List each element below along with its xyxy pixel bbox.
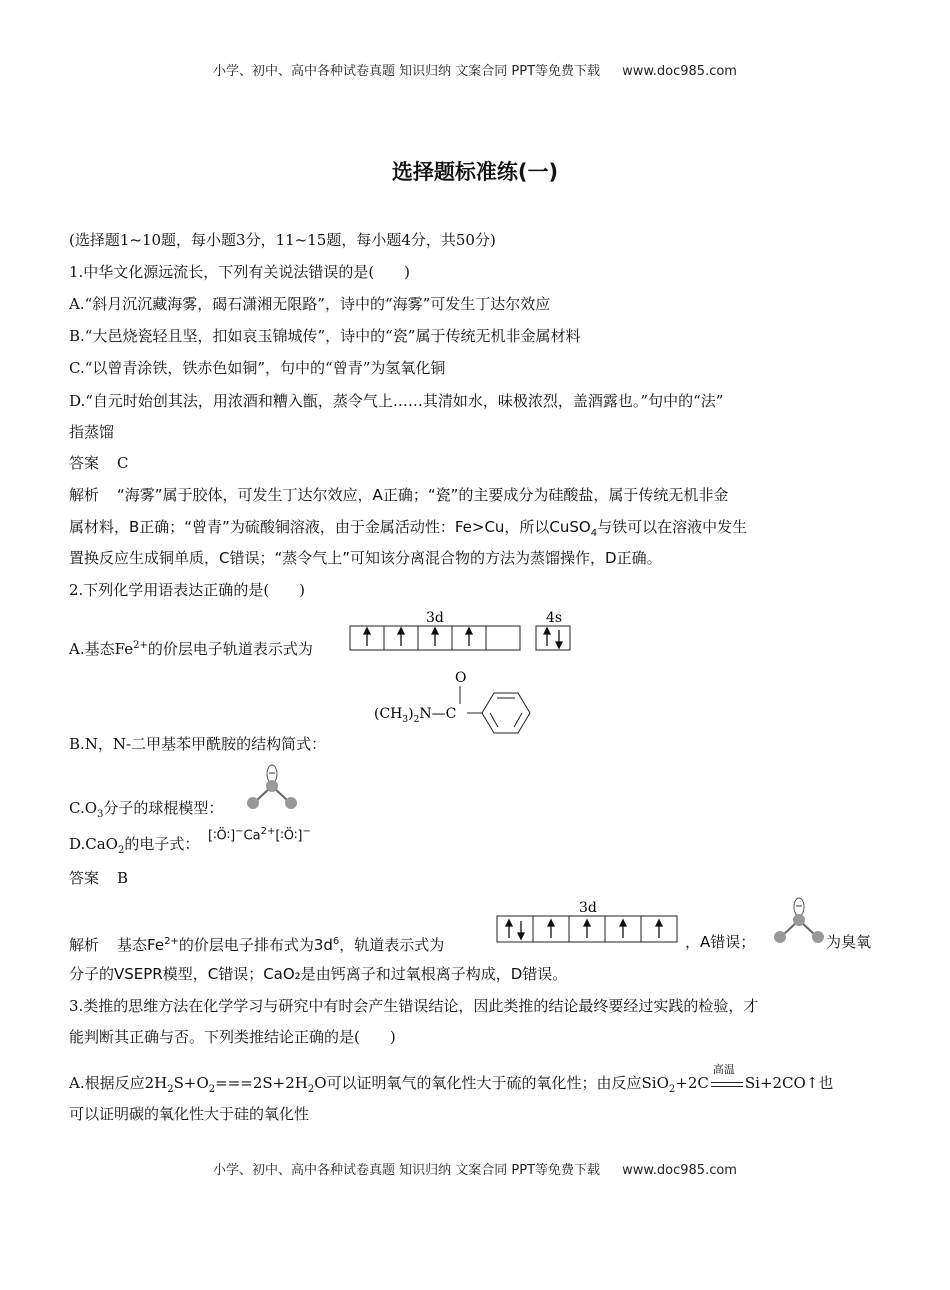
q2-ana-c: ，轨道表示式为 [339, 936, 445, 954]
analysis-label: 解析 [69, 486, 100, 504]
q2-option-a: A.基态$Fe^{2+}$的价层电子轨道表示式为 [69, 640, 313, 658]
q3-option-a-line1: A.根据反应$2H_2S+O_2===2S+2H_2O$可以证明氧气的氧化性大于硫的氧化性；由反应SiO$_2$+2C 高温 Si+2CO↑也 [69, 1073, 833, 1100]
header-site[interactable]: www.doc985.com [622, 64, 737, 79]
q2-a-pre: A.基态Fe [69, 640, 134, 658]
q2-option-c: $C.O_3$分子的球棍模型： [69, 799, 224, 820]
analysis-label: 解析 [69, 936, 100, 954]
q1-option-b: B.“大邑烧瓷轻且坚，扣如哀玉锦城传”，诗中的“瓷”属于传统无机非金属材料 [69, 327, 581, 345]
q1-analysis-line1 [69, 485, 728, 505]
ozone-model-c [243, 762, 303, 820]
condition-arrow [709, 1063, 745, 1094]
q1-analysis-line3: 置换反应生成铜单质，C错误；“蒸令气上”可知该分离混合物的方法为蒸馏操作，D正确。 [69, 549, 662, 567]
q2-ana-a: 基态Fe [117, 936, 165, 954]
q2-option-d: D.CaO$_2$的电子式： [69, 835, 200, 856]
q1-analysis-text2a: 属材料，B正确；“曾青”为硫酸铜溶液，由于金属活动性：Fe>Cu，所以CuSO [69, 518, 591, 536]
q2-c-post: 分子的球棍模型： [103, 799, 224, 817]
page-footer [0, 1159, 950, 1178]
q1-answer [69, 453, 129, 473]
q1-option-c: C.“以曾青涂铁，铁赤色如铜”，句中的“曾青”为氢氧化铜 [69, 359, 446, 377]
q2-answer [69, 868, 128, 888]
struct-o: O [455, 670, 467, 686]
orbital-diagram-a [348, 608, 578, 660]
header-text: 小学、初中、高中各种试卷真题 知识归纳 文案合同 PPT等免费下载 [213, 64, 601, 79]
footer-site[interactable]: www.doc985.com [622, 1163, 737, 1178]
q2-ana-b: 的价层电子排布式为3d [178, 936, 333, 954]
q3-stem-line2: 能判断其正确与否。下列类推结论正确的是( ) [69, 1028, 396, 1046]
q1-option-d-cont: 指蒸馏 [69, 423, 115, 441]
intro: (选择题1~10题，每小题3分，11~15题，每小题4分，共50分) [69, 231, 496, 249]
page-title: 选择题标准练(一) [391, 160, 559, 184]
q1-option-d: D.“自元时始创其法，用浓酒和糟入甑，蒸令气上……其清如水，味极浓烈，盖酒露也。”句中的“法” [69, 392, 724, 410]
q3-option-a-line2: 可以证明碳的氧化性大于硅的氧化性 [69, 1105, 310, 1123]
label-4s: 4s [546, 610, 563, 626]
q3-a-eq: ===2S+2H [215, 1074, 308, 1092]
q1-option-a: A.“斜月沉沉藏海雾，碣石潇湘无限路”，诗中的“海雾”可发生丁达尔效应 [69, 295, 551, 313]
q3-stem-line1: 3.类推的思维方法在化学学习与研究中有时会产生错误结论，因此类推的结论最终要经过实践的检验，才 [69, 997, 759, 1015]
ozone-model-analysis [772, 896, 828, 952]
label-3d-analysis: 3d [579, 900, 597, 916]
q2-analysis-line1-c: 为臭氧 [826, 933, 872, 951]
structure-b [374, 668, 534, 756]
q2-d-pre: D.CaO [69, 835, 118, 853]
q3-a-mid3: +2C [675, 1074, 709, 1092]
electron-formula-d: $[∶Ö∶]^-Ca^{2+}[∶Ö∶]^-$ [208, 826, 311, 844]
q3-a-post: Si+2CO↑也 [744, 1074, 834, 1092]
q2-option-b: B.N，N-二甲基苯甲酰胺的结构简式： [69, 735, 327, 753]
q1-analysis-text2b: 与铁可以在溶液中发生 [597, 518, 748, 536]
q2-analysis-line2: 分子的VSEPR模型，C错误；CaO₂是由钙离子和过氧根离子构成，D错误。 [69, 965, 568, 983]
q3-a-pre: A.根据反应2H [69, 1074, 168, 1092]
q1-stem: 1.中华文化源远流长，下列有关说法错误的是( ) [69, 263, 411, 281]
electron-formula-ca: Ca [243, 828, 261, 844]
q1-analysis-text1: “海雾”属于胶体，可发生丁达尔效应，A正确；“瓷”的主要成分为硅酸盐，属于传统无机非金 [117, 486, 729, 504]
q1-analysis-line2: 属材料，B正确；“曾青”为硫酸铜溶液，由于金属活动性：Fe>Cu，所以CuSO$_4$与铁可以在溶液中发生 [69, 518, 748, 539]
condition-label: 高温 [712, 1063, 735, 1076]
answer-label: 答案 [69, 454, 100, 472]
q2-d-post: 的电子式： [124, 835, 200, 853]
q2-stem: 2.下列化学用语表达正确的是( ) [69, 581, 306, 599]
footer-text: 小学、初中、高中各种试卷真题 知识归纳 文案合同 PPT等免费下载 [213, 1163, 601, 1178]
q3-a-mid: S+O [173, 1074, 209, 1092]
answer-label: 答案 [69, 869, 100, 887]
orbital-diagram-analysis [495, 898, 685, 950]
label-3d: 3d [426, 610, 444, 626]
q1-answer-value: C [117, 454, 129, 472]
q3-a-mid2: O可以证明氧气的氧化性大于硫的氧化性；由反应SiO [314, 1074, 669, 1092]
page-header [0, 60, 950, 79]
struct-text: $(CH_3)_2N—C$ [374, 706, 457, 725]
q2-analysis-line1: 解析 基态$Fe^{2+}$的价层电子排布式为$3d^6$，轨道表示式为 [69, 936, 445, 954]
q2-c-pre: C.O [69, 799, 98, 817]
q2-analysis-line1-b: ，A错误； [685, 933, 756, 951]
q2-answer-value: B [117, 869, 129, 887]
q2-a-post: 的价层电子轨道表示式为 [147, 640, 313, 658]
